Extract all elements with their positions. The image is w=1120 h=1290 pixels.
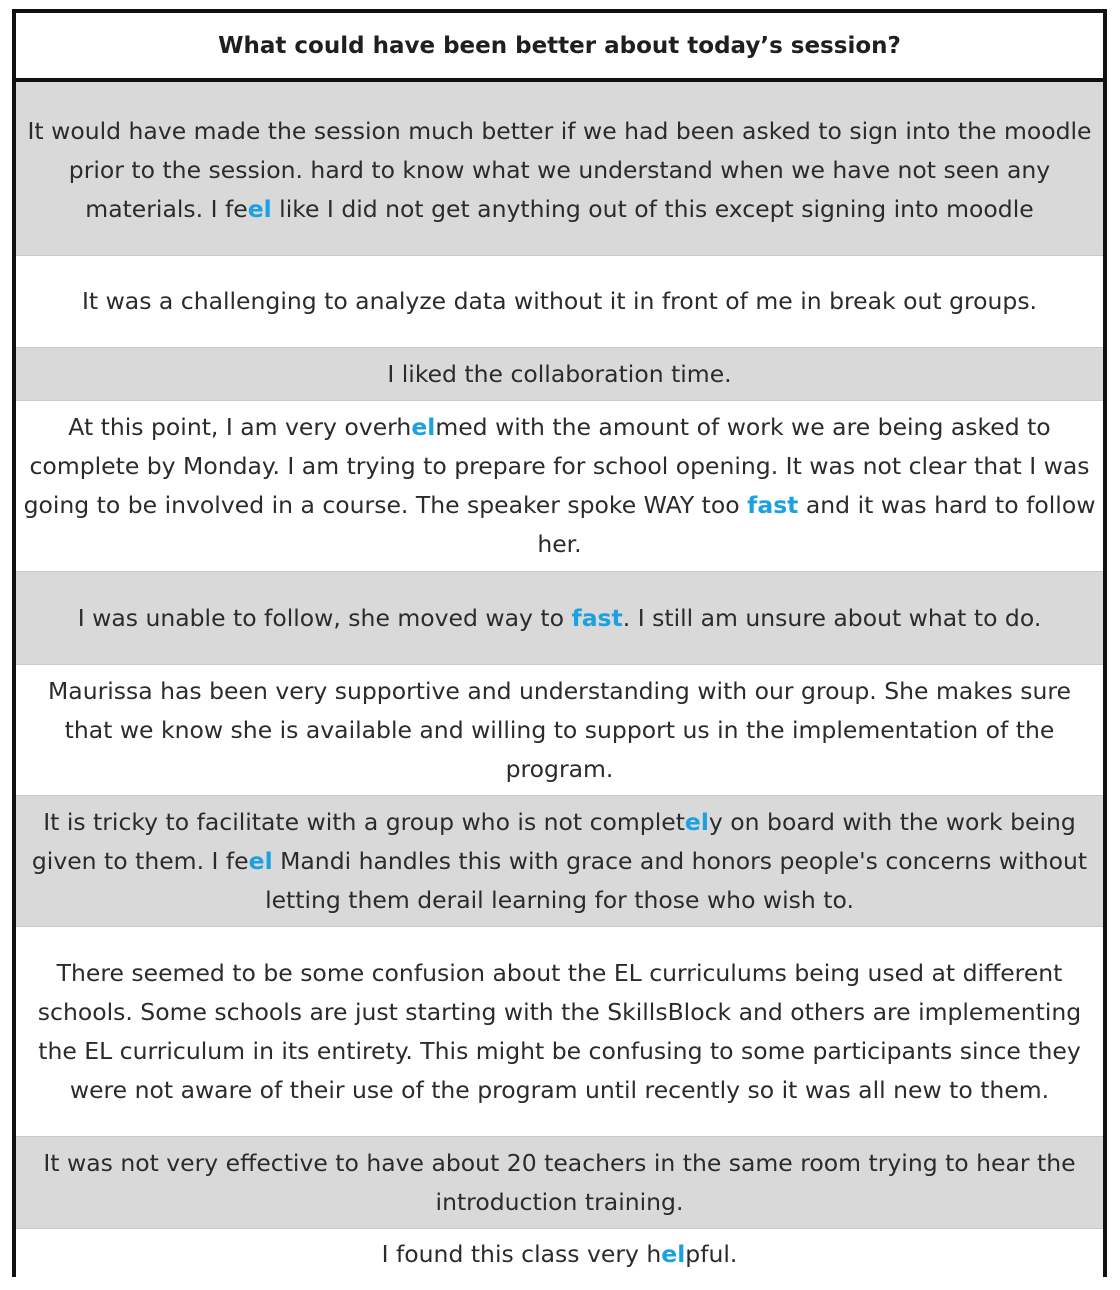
- response-text: [382, 1235, 738, 1274]
- response-text: [22, 408, 1097, 564]
- text-segment: pful.: [685, 1239, 738, 1268]
- text-segment: I liked the collaboration time.: [387, 359, 732, 388]
- response-row: [16, 665, 1103, 796]
- response-row: [16, 256, 1103, 348]
- highlighted-keyword: el: [248, 846, 273, 875]
- response-text: [22, 954, 1097, 1110]
- response-row: [16, 401, 1103, 572]
- text-segment: Maurissa has been very supportive and understanding with our group. She makes sure that we know she is available and willing to support us in the implementation of the program.: [48, 676, 1071, 783]
- response-row: [16, 82, 1103, 256]
- text-segment: like I did not get anything out of this except signing into moodle: [271, 194, 1034, 223]
- response-text: [78, 599, 1042, 638]
- highlighted-keyword: el: [661, 1239, 686, 1268]
- response-row: [16, 572, 1103, 665]
- response-text: [22, 672, 1097, 789]
- text-segment: med with the amount of work we are being asked to complete by Monday. I am trying to prepare for school opening. It was not clear that I was going to be involved in a course. The speaker spoke WAY too: [23, 413, 1090, 519]
- feedback-table: [12, 9, 1107, 1277]
- text-segment: . I still am unsure about what to do.: [622, 603, 1042, 632]
- response-text: [22, 112, 1097, 229]
- response-text: [387, 355, 731, 394]
- text-segment: y on board with the work being given to them. I fe: [31, 807, 1076, 875]
- highlighted-keyword: fast: [747, 491, 799, 519]
- text-segment: It was not very effective to have about 20 teachers in the same room trying to hear the introduction training.: [43, 1148, 1076, 1216]
- response-text: [82, 282, 1037, 321]
- text-segment: and it was hard to follow her.: [537, 491, 1096, 558]
- text-segment: At this point, I am very overh: [68, 413, 412, 441]
- text-segment: I was unable to follow, she moved way to: [77, 603, 572, 632]
- text-segment: It would have made the session much better if we had been asked to sign into the moodle prior to the session. hard to know what we understand when we have not seen any materials. I fe: [27, 116, 1092, 223]
- highlighted-keyword: fast: [571, 603, 623, 632]
- text-segment: There seemed to be some confusion about the EL curriculums being used at different schools. Some schools are just starting with the SkillsBlock and others are implementing the EL curriculum in its entirety. This might be confusing to some participants since they were not aware of their use of the program until recently so it was all new to them.: [37, 958, 1082, 1104]
- response-text: [22, 803, 1097, 920]
- highlighted-keyword: el: [684, 807, 709, 836]
- text-segment: I found this class very h: [381, 1239, 662, 1268]
- text-segment: It was a challenging to analyze data without it in front of me in break out groups.: [81, 287, 1038, 315]
- text-segment: Mandi handles this with grace and honors people's concerns without letting them derail learning for those who wish to.: [265, 846, 1088, 914]
- response-row: [16, 348, 1103, 401]
- response-row: [16, 796, 1103, 927]
- highlighted-keyword: el: [411, 413, 436, 441]
- highlighted-keyword: el: [247, 194, 272, 223]
- text-segment: It is tricky to facilitate with a group who is not complet: [43, 807, 685, 836]
- response-row: [16, 1137, 1103, 1229]
- response-text: [22, 1144, 1097, 1222]
- response-row: [16, 1229, 1103, 1279]
- response-row: [16, 927, 1103, 1137]
- table-header: What could have been better about today’s session?: [16, 13, 1103, 82]
